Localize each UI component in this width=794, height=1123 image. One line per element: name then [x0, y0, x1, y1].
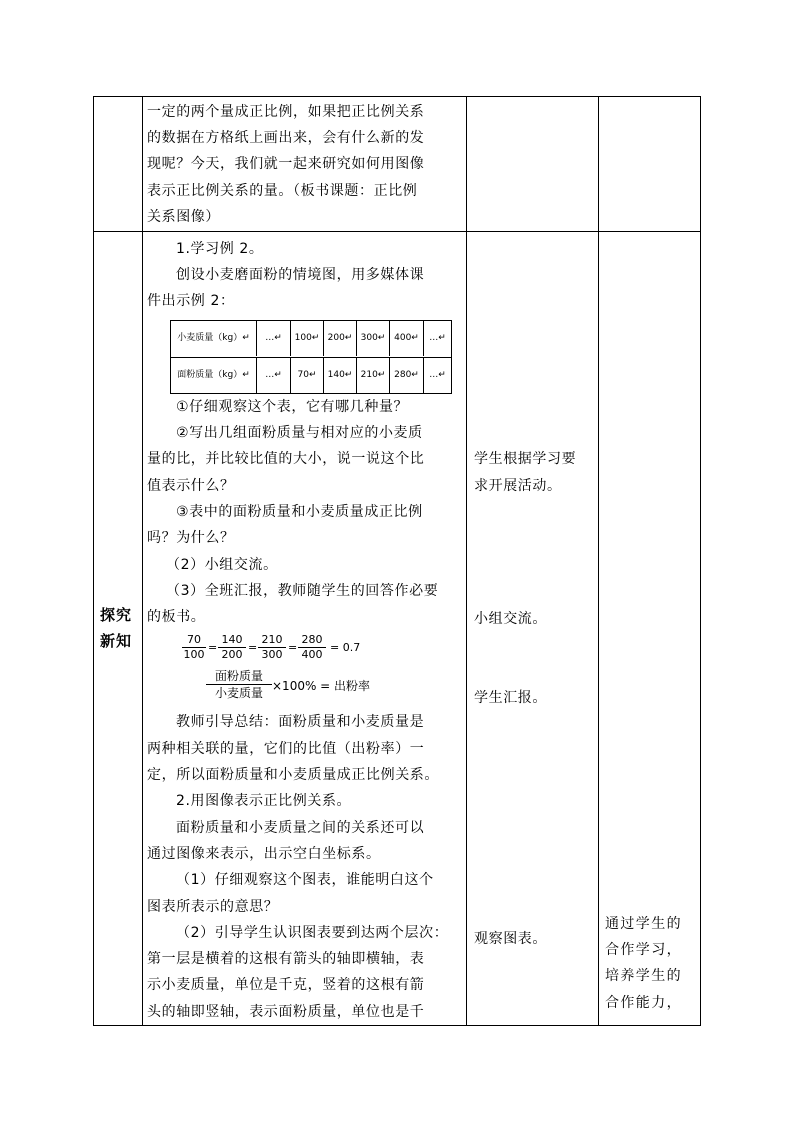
intro-line: 关系图像）: [147, 209, 220, 225]
section-label-line1: 探究: [100, 606, 133, 624]
part-2-line: 图表所表示的意思？: [147, 899, 279, 915]
denominator: 300: [261, 648, 283, 661]
design-intent-line: 合作能力，: [605, 995, 682, 1011]
table-cell: 小麦质量（kg）↵: [171, 321, 257, 356]
table-top-border: [93, 96, 701, 97]
student-activity-line: 观察图表。: [474, 931, 547, 947]
part-2-heading: 2.用图像表示正比例关系。: [176, 793, 352, 809]
table-cell: …↵: [429, 370, 446, 380]
equals-sign: =: [288, 641, 298, 654]
intro-line: 表示正比例关系的量。（板书课题：正比例: [147, 183, 418, 199]
student-activity-line: 求开展活动。: [474, 478, 562, 494]
table-cell: 280↵: [390, 358, 424, 393]
fraction-280-400: [298, 633, 326, 662]
table-cell: 70↵: [291, 358, 324, 393]
question-3-line: 吗？为什么？: [147, 530, 235, 546]
denominator: 400: [301, 648, 323, 661]
main-line: 件出示例 2：: [147, 293, 235, 309]
part-2-line: 示小麦质量，单位是千克，竖着的这根有箭: [147, 977, 425, 993]
part-2-line: 通过图像来表示，出示空白坐标系。: [147, 846, 381, 862]
row-divider: [93, 231, 701, 232]
table-cell: …↵: [429, 333, 446, 343]
rate-tail: ×100% = 出粉率: [272, 679, 371, 693]
col-line-1: [93, 96, 94, 1026]
example-2-table: [170, 320, 452, 394]
col-line-3: [466, 96, 467, 1026]
fraction-140-200: [218, 633, 246, 662]
student-activity-line: 小组交流。: [474, 611, 547, 627]
student-activity-line: 学生根据学习要: [474, 451, 577, 467]
numerator: 面粉质量: [206, 668, 272, 685]
student-activity-line: 学生汇报。: [474, 690, 547, 706]
col-line-2: [142, 96, 143, 1026]
equals-sign: =: [248, 641, 258, 654]
design-intent-line: 培养学生的: [605, 968, 682, 984]
question-3-line: ③表中的面粉质量和小麦质量成正比例: [176, 504, 423, 520]
step-3-line: 的板书。: [147, 609, 206, 625]
numerator: 70: [182, 633, 206, 648]
denominator: 100: [183, 648, 205, 661]
denominator: 小麦质量: [214, 686, 263, 700]
design-intent-line: 合作学习，: [605, 942, 682, 958]
main-line: 创设小麦磨面粉的情境图，用多媒体课: [176, 267, 425, 283]
col-line-4: [598, 96, 599, 1026]
step-2-text: （2）小组交流。: [166, 557, 278, 573]
result-value: = 0.7: [330, 641, 361, 654]
table-cell: 400↵: [390, 321, 424, 356]
intro-line: 现呢？今天，我们就一起来研究如何用图像: [147, 156, 425, 172]
question-2-line: 值表示什么？: [147, 478, 235, 494]
table-row: [171, 321, 451, 356]
section-label-line2: 新知: [100, 632, 133, 650]
table-cell: 100↵: [291, 321, 324, 356]
question-2-line: 量的比，并比较比值的大小，说一说这个比: [147, 451, 425, 467]
table-cell: 200↵: [324, 321, 357, 356]
table-cell: 210↵: [357, 358, 390, 393]
part-2-line: 面粉质量和小麦质量之间的关系还可以: [176, 820, 425, 836]
table-row: [171, 357, 451, 393]
table-cell: 300↵: [357, 321, 390, 356]
summary-line: 教师引导总结：面粉质量和小麦质量是: [176, 714, 425, 730]
flour-rate-fraction: [206, 668, 272, 701]
table-cell: …↵: [257, 358, 291, 393]
question-1: ①仔细观察这个表，它有哪几种量？: [176, 399, 409, 415]
table-cell: …↵: [257, 321, 291, 356]
part-2-line: 头的轴即竖轴，表示面粉质量，单位也是千: [147, 1004, 425, 1020]
intro-line: 的数据在方格纸上画出来，会有什么新的发: [147, 130, 425, 146]
part-2-line: 第一层是横着的这根有箭头的轴即横轴，表: [147, 951, 425, 967]
equals-sign: =: [208, 641, 218, 654]
fraction-210-300: [258, 633, 286, 662]
part-2-line: （2）引导学生认识图表要到达两个层次：: [176, 925, 449, 941]
numerator: 210: [258, 633, 286, 648]
table-cell: 面粉质量（kg）↵: [171, 358, 257, 393]
summary-line: 定，所以面粉质量和小麦质量成正比例关系。: [147, 767, 439, 783]
step-1-heading: 1.学习例 2。: [176, 241, 264, 257]
step-3-line: （3）全班汇报，教师随学生的回答作必要: [166, 583, 439, 599]
part-2-line: （1）仔细观察这个图表，谁能明白这个: [176, 872, 434, 888]
question-2-line: ②写出几组面粉质量与相对应的小麦质: [176, 425, 423, 441]
denominator: 200: [221, 648, 243, 661]
fraction-70-100: [182, 633, 206, 662]
numerator: 140: [218, 633, 246, 648]
table-bottom-border: [93, 1025, 701, 1026]
col-line-5: [700, 96, 701, 1026]
table-cell: 140↵: [324, 358, 357, 393]
numerator: 280: [298, 633, 326, 648]
intro-line: 一定的两个量成正比例，如果把正比例关系: [147, 104, 425, 120]
design-intent-line: 通过学生的: [605, 916, 682, 932]
summary-line: 两种相关联的量，它们的比值（出粉率）一: [147, 741, 425, 757]
